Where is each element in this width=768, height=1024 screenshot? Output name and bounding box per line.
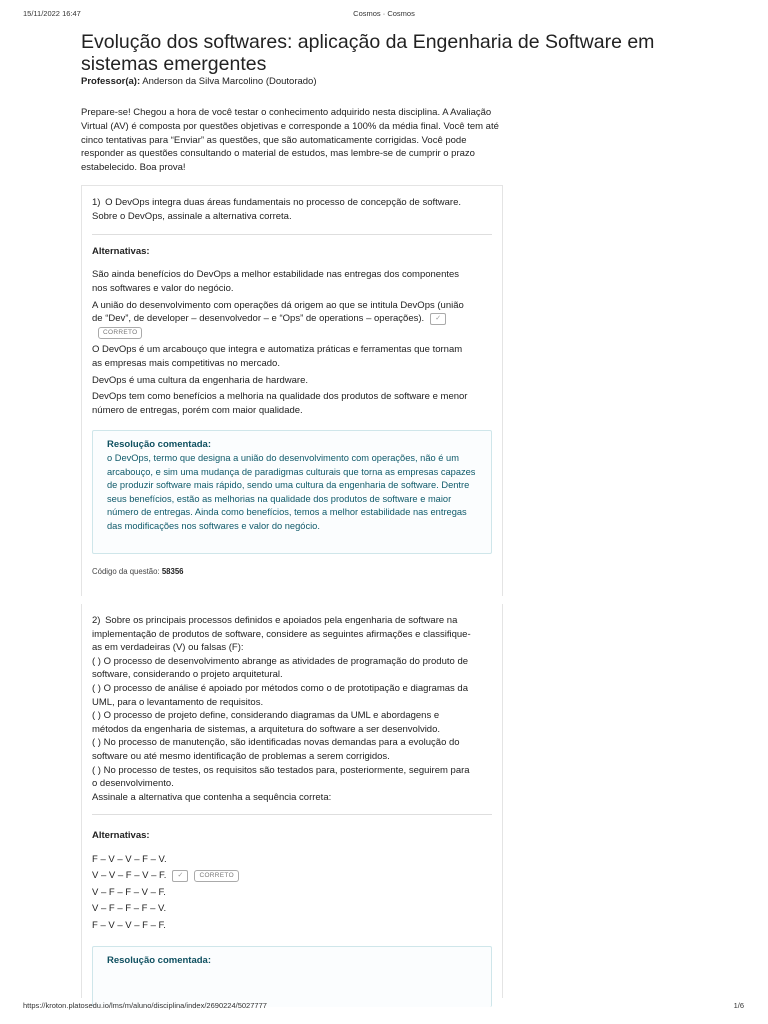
resolution-title: Resolução comentada: <box>107 955 211 966</box>
page-title: Evolução dos softwares: aplicação da Engenharia de Software em sistemas emergentes <box>81 31 655 75</box>
question-statement: Sobre os principais processos definidos e apoiados pela engenharia de software na implementação de produtos de software, considere as seguintes afirmações e classifique-as em verdadeiras (V) ou falsas (F): <box>92 615 471 654</box>
question-number: 1) <box>92 197 101 208</box>
alternative-item[interactable] <box>92 853 472 867</box>
print-page-indicator: 1/6 <box>733 1001 744 1010</box>
question-text <box>92 614 472 804</box>
question-code-value: 58356 <box>161 567 184 576</box>
intro-text: Prepare-se! Chegou a hora de você testar o conhecimento adquirido nesta disciplina. A Avaliação Virtual (AV) é composta por questões objetivas e corresponde a 100% da média final. Você tem até cinco tentativas para “Enviar” as questões, que são automaticamente corrigidas. Você pode responder as questões consultando o material de estudos, mas lembre-se de cumprir o prazo estabelecido. Boa prova! <box>81 107 499 174</box>
alternative-text: F – V – V – F – V. <box>92 854 167 865</box>
alternative-item[interactable] <box>92 268 472 296</box>
alternatives-label: Alternativas: <box>92 246 150 257</box>
alternative-item[interactable] <box>92 919 472 933</box>
alternative-text: V – F – F – V – F. <box>92 886 166 898</box>
professor-label: Professor(a): <box>81 76 141 87</box>
alternative-item[interactable] <box>92 886 472 900</box>
alternatives-label: Alternativas: <box>92 830 150 841</box>
divider <box>92 814 492 815</box>
alternative-item[interactable] <box>92 299 472 340</box>
statement-line: Assinale a alternativa que contenha a sequência correta: <box>92 791 332 803</box>
professor-line <box>81 76 317 87</box>
print-footer <box>0 1001 768 1013</box>
statement-line: ( ) O processo de desenvolvimento abrange as atividades de programação do produto de software, considerando o projeto arquitetural. <box>92 655 469 681</box>
divider <box>92 234 492 235</box>
alternative-item[interactable] <box>92 902 472 916</box>
question-code-label: Código da questão: <box>92 567 160 576</box>
alternative-item[interactable] <box>92 374 472 388</box>
check-icon: ✓ <box>172 870 188 882</box>
alternative-text: V – F – F – F – V. <box>92 903 167 915</box>
question-card-1 <box>81 185 503 596</box>
alternative-text: V – V – F – V – F. <box>92 870 167 882</box>
statement-line: ( ) No processo de manutenção, são identificadas novas demandas para a evolução do software ou até mesmo identificação de problemas a serem corrigidos. <box>92 737 460 762</box>
question-number: 2) <box>92 615 101 626</box>
statement-line: ( ) O processo de projeto define, considerando diagramas da UML e abordagens e métodos da engenharia de sistemas, a arquitetura do software a ser desenvolvido. <box>92 710 441 735</box>
statement-line: ( ) O processo de análise é apoiado por métodos como o de prototipação e diagramas da UML, para o levantamento de requisitos. <box>92 682 469 708</box>
alternative-text: O DevOps é um arcabouço que integra e automatiza práticas e ferramentas que tornam as empresas mais competitivas no mercado. <box>92 343 463 369</box>
resolution-title: Resolução comentada: <box>107 439 211 450</box>
alternative-item[interactable] <box>92 390 472 418</box>
alternative-text: DevOps tem como benefícios a melhoria na qualidade dos produtos de software e menor número de entregas, porém com maior qualidade. <box>92 391 468 417</box>
question-code <box>92 567 184 576</box>
alternatives-list <box>92 853 472 935</box>
alternatives-list <box>92 268 472 421</box>
alternative-item[interactable] <box>92 343 472 371</box>
alternative-text: A união do desenvolvimento com operações dá origem ao que se intitula DevOps (união de “Dev”, de developer – desenvolvedor – e “Ops” de operations – operações). <box>92 299 464 325</box>
question-text <box>92 196 472 223</box>
resolution-text: o DevOps, termo que designa a união do desenvolvimento com operações, não é um arcabouço, e sim uma mudança de paradigmas culturais que torna as empresas capazes de produzir software mais rápido, sendo uma cultura da engenharia de software. Dentre seus benefícios, estão as melhorias na qualidade dos produtos de software e maior número de entregas. Ainda como benefícios, temos a melhor estabilidade nas entregas das modificações nos softwares e valor do negócio. <box>107 453 476 531</box>
question-card-2 <box>81 604 503 998</box>
alternative-item[interactable] <box>92 869 472 883</box>
correct-badge: CORRETO <box>98 327 142 339</box>
resolution-box <box>92 430 492 554</box>
alternative-text: DevOps é uma cultura da engenharia de hardware. <box>92 374 308 386</box>
print-header <box>0 9 768 21</box>
professor-name: Anderson da Silva Marcolino (Doutorado) <box>142 76 317 87</box>
alternative-text: F – V – V – F – F. <box>92 919 166 931</box>
print-page-title: Cosmos · Cosmos <box>353 9 415 18</box>
resolution-box <box>92 946 492 1007</box>
print-url: https://kroton.platosedu.io/lms/m/aluno/disciplina/index/2690224/5027777 <box>23 1001 267 1010</box>
question-statement: O DevOps integra duas áreas fundamentais no processo de concepção de software. Sobre o DevOps, assinale a alternativa correta. <box>92 197 462 222</box>
correct-badge: CORRETO <box>194 870 238 882</box>
alternative-text: São ainda benefícios do DevOps a melhor estabilidade nas entregas dos componentes nos softwares e valor do negócio. <box>92 269 460 294</box>
statement-line: ( ) No processo de testes, os requisitos são testados para, posteriormente, seguirem para o desenvolvimento. <box>92 764 470 790</box>
check-icon: ✓ <box>430 313 446 325</box>
print-datetime: 15/11/2022 16:47 <box>23 9 81 18</box>
